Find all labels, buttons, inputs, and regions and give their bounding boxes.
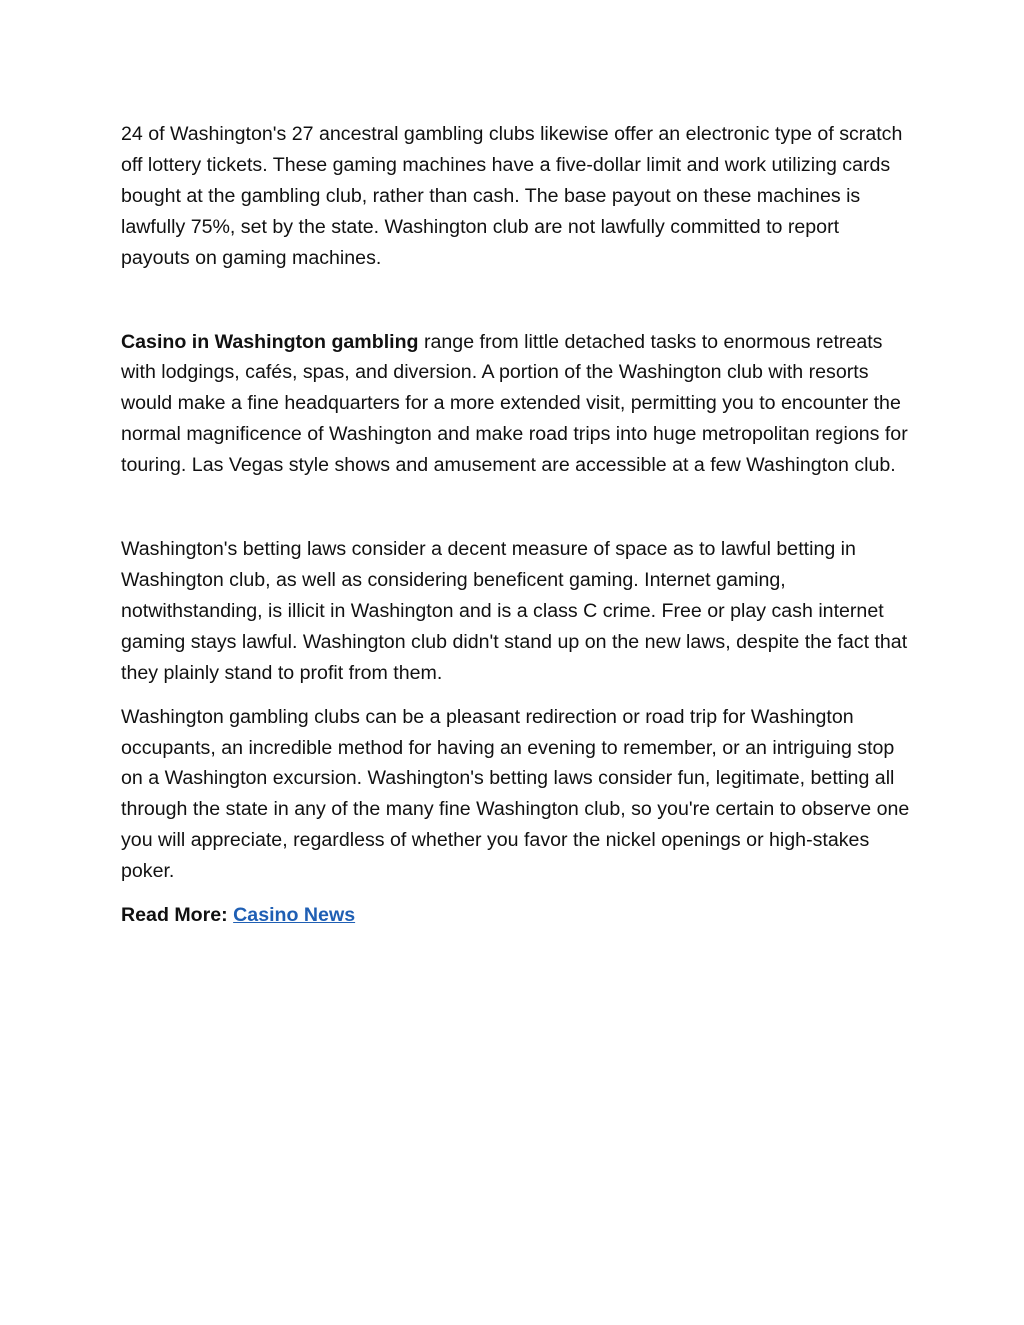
casino-news-link[interactable]: Casino News: [233, 904, 356, 927]
paragraph-bold-lead: Casino in Washington gambling: [121, 330, 419, 353]
paragraph-casino-resorts: [121, 327, 911, 482]
read-more-line: [121, 900, 911, 931]
read-more-label: Read More:: [121, 904, 234, 927]
paragraph-betting-laws: Washington's betting laws consider a decent measure of space as to lawful betting in Washington club, as well as considering beneficent gaming. Internet gaming, notwithstanding, is illicit in Washington and is a class C crime. Free or play cash internet gaming stays lawful. Washington club didn't stand up on the new laws, despite the fact that they plainly stand to profit from them.: [121, 538, 908, 684]
paragraph-casino-resorts-text: range from little detached tasks to enormous retreats with lodgings, cafés, spas, and diversion. A portion of the Washington club with resorts would make a fine headquarters for a more extended visit, permitting you to encounter the normal magnificence of Washington and make road trips into huge metropolitan regions for touring. Las Vegas style shows and amusement are accessible at a few Washington club.: [121, 330, 908, 477]
document-body: [121, 119, 911, 931]
paragraph-tribal-casinos: 24 of Washington's 27 ancestral gambling clubs likewise offer an electronic type of scratch off lottery tickets. These gaming machines have a five-dollar limit and work utilizing cards bought at the gambling club, rather than cash. The base payout on these machines is lawfully 75%, set by the state. Washington club are not lawfully committed to report payouts on gaming machines.: [121, 123, 903, 269]
paragraph-gambling-clubs: Washington gambling clubs can be a pleasant redirection or road trip for Washington occupants, an incredible method for having an evening to remember, or an intriguing stop on a Washington excursion. Washington's betting laws consider fun, legitimate, betting all through the state in any of the many fine Washington club, so you're certain to observe one you will appreciate, regardless of whether you favor the nickel openings or high-stakes poker.: [121, 705, 910, 883]
